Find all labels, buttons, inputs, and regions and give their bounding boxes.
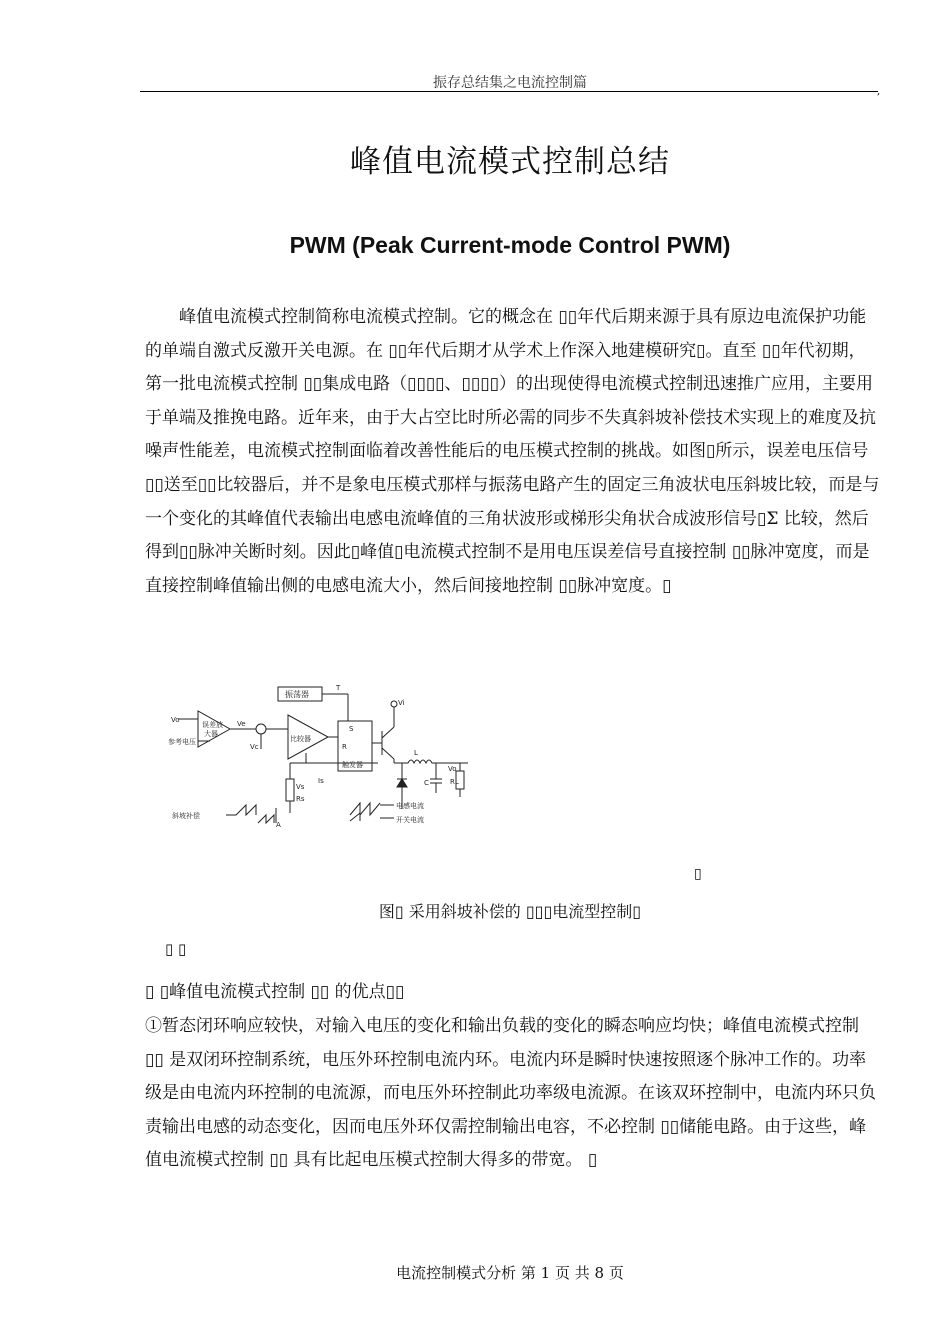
figure-mark: ▯ (694, 866, 702, 882)
intro-paragraph: 峰值电流模式控制简称电流模式控制。它的概念在 ▯▯年代后期来源于具有原边电流保护功能的单端自激式反激开关电源。在 ▯▯年代后期才从学术上作深入地建模研究▯。直至 ▯▯年代初期，第一批电流模式控制 ▯▯集成电路（▯▯▯▯、▯▯▯▯）的出现使得电流模式控制迅速推广应用，主要用于单端及推挽电路。近年来，由于大占空比时所必需的同步不失真斜坡补偿技术实现上的难度及抗噪声性能差，电流模式控制面临着改善性能后的电压模式控制的挑战。如图▯所示，误差电压信号▯▯送至▯▯比较器后，并不是象电压模式那样与振荡电路产生的固定三角波状电压斜坡比较，而是与一个变化的其峰值代表输出电感电流峰值的三角状波形或梯形尖角状合成波形信号▯Σ 比较，然后得到▯▯脉冲关断时刻。因此▯峰值▯电流模式控制不是用电压误差信号直接控制 ▯▯脉冲宽度，而是直接控制峰值输出侧的电感电流大小，然后间接地控制 ▯▯脉冲宽度。▯ (145, 307, 880, 596)
load-resistor-label: RL (450, 778, 459, 786)
comparator-label: 比较器 (290, 735, 311, 743)
inductor-current-label: 电感电流 (396, 802, 424, 810)
document-subtitle: PWM (Peak Current-mode Control PWM) (289, 232, 731, 258)
inductor-label: L (414, 749, 418, 757)
document-title: 峰值电流模式控制总结 (350, 144, 670, 180)
header-rule (140, 91, 878, 92)
r-pin-label: R (342, 743, 347, 751)
flipflop-label: 触发器 (342, 761, 363, 769)
a-label: A (276, 821, 281, 829)
s-pin-label: S (349, 725, 354, 733)
reference-voltage-label: 参考电压 (168, 738, 196, 746)
period-label: T (336, 684, 341, 692)
page-header: 振存总结集之电流控制篇 (433, 75, 587, 91)
vo-output-label: Vo (448, 765, 457, 773)
error-amp (198, 711, 230, 747)
vc-label: Vc (250, 743, 259, 751)
is-label: Is (318, 777, 324, 785)
vs-label: Vs (296, 783, 305, 791)
vo-input-label: Vo (171, 716, 180, 724)
section-heading: ▯ ▯峰值电流模式控制 ▯▯ 的优点▯▯ (145, 982, 405, 1002)
figure-caption: 图▯ 采用斜坡补偿的 ▯▯▯电流型控制▯ (378, 902, 642, 921)
circuit-diagram (168, 683, 488, 831)
rs-label: Rs (296, 795, 305, 803)
error-amp-label-2: 大器 (204, 730, 218, 738)
ve-label: Ve (237, 720, 246, 728)
section-mark: ▯ ▯ (165, 940, 187, 958)
slope-compensation-label: 斜坡补偿 (172, 812, 200, 820)
switch-current-label: 开关电流 (396, 816, 424, 824)
vi-label: Vi (398, 699, 405, 707)
page-footer: 电流控制模式分析 第 1 页 共 8 页 (396, 1264, 624, 1282)
advantages-paragraph: ①暂态闭环响应较快，对输入电压的变化和输出负载的变化的瞬态响应均快；峰值电流模式控制 ▯▯ 是双闭环控制系统，电压外环控制电流内环。电流内环是瞬时快速按照逐个脉冲工作的。功率级是由电流内环控制的电流源，而电压外环控制此功率级电流源。在该双环控制中，电流内环只负责输出电感的动态变化，因而电压外环仅需控制输出电容，不必控制 ▯▯储能电路。由于这些，峰值电流模式控制 ▯▯ 具有比起电压模式控制大得多的带宽。 ▯ (145, 1016, 876, 1171)
oscillator-label: 振荡器 (285, 690, 309, 699)
header-dot: , (877, 86, 881, 97)
summing-node (256, 724, 266, 734)
error-amp-label-1: 误差放 (202, 721, 223, 729)
capacitor-label: C (424, 779, 429, 787)
